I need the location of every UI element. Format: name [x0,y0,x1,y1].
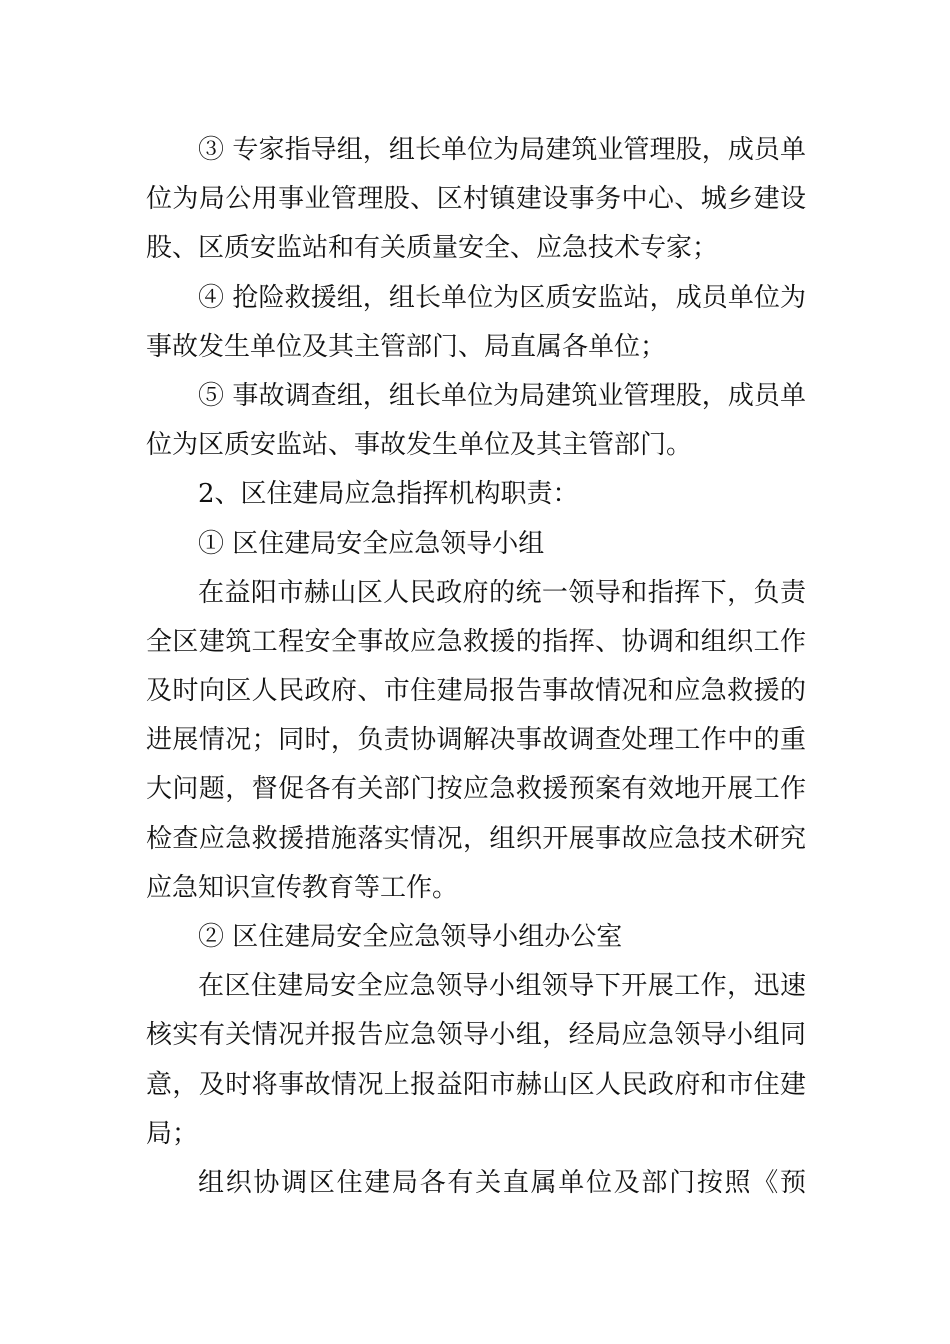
paragraph-office-line-4: 局； [146,1118,199,1149]
subheading-leading-group-office: ② 区住建局安全应急领导小组办公室 [198,922,623,952]
paragraph-expert-group-line-1: ③ 专家指导组，组长单位为局建筑业管理股，成员单 [198,135,806,165]
paragraph-leading-group-line-4: 进展情况；同时，负责协调解决事故调查处理工作中的重 [146,725,806,756]
paragraph-expert-group-line-2: 位为局公用事业管理股、区村镇建设事务中心、城乡建设 [146,184,806,215]
paragraph-leading-group-line-7: 应急知识宣传教育等工作。 [146,872,459,903]
document-page [146,126,806,1208]
paragraph-leading-group-line-2: 全区建筑工程安全事故应急救援的指挥、协调和组织工作 [146,626,806,657]
paragraph-office-line-1: 在区住建局安全应急领导小组领导下开展工作，迅速 [198,971,806,1002]
paragraph-leading-group-line-6: 检查应急救援措施落实情况，组织开展事故应急技术研究 [146,823,806,854]
paragraph-leading-group-line-1: 在益阳市赫山区人民政府的统一领导和指挥下，负责 [198,577,806,608]
paragraph-leading-group-line-5: 大问题，督促各有关部门按应急救援预案有效地开展工作 [146,774,806,805]
paragraph-rescue-group-line-2: 事故发生单位及其主管部门、局直属各单位； [146,331,667,362]
paragraph-expert-group-line-3: 股、区质安监站和有关质量安全、应急技术专家； [146,233,719,264]
paragraph-rescue-group-line-1: ④ 抢险救援组，组长单位为区质安监站，成员单位为 [198,282,806,313]
paragraph-investigation-group-line-1: ⑤ 事故调查组，组长单位为局建筑业管理股，成员单 [198,380,806,411]
paragraph-office-line-2: 核实有关情况并报告应急领导小组，经局应急领导小组同 [146,1020,806,1051]
section-heading-duties: 2、区住建局应急指挥机构职责： [198,479,579,510]
paragraph-office-line-3: 意，及时将事故情况上报益阳市赫山区人民政府和市住建 [146,1069,806,1100]
paragraph-investigation-group-line-2: 位为区质安监站、事故发生单位及其主管部门。 [146,430,693,461]
paragraph-coordination-line-1: 组织协调区住建局各有关直属单位及部门按照《预 [198,1167,806,1198]
subheading-leading-group: ① 区住建局安全应急领导小组 [198,528,545,559]
paragraph-leading-group-line-3: 及时向区人民政府、市住建局报告事故情况和应急救援的 [146,676,806,707]
